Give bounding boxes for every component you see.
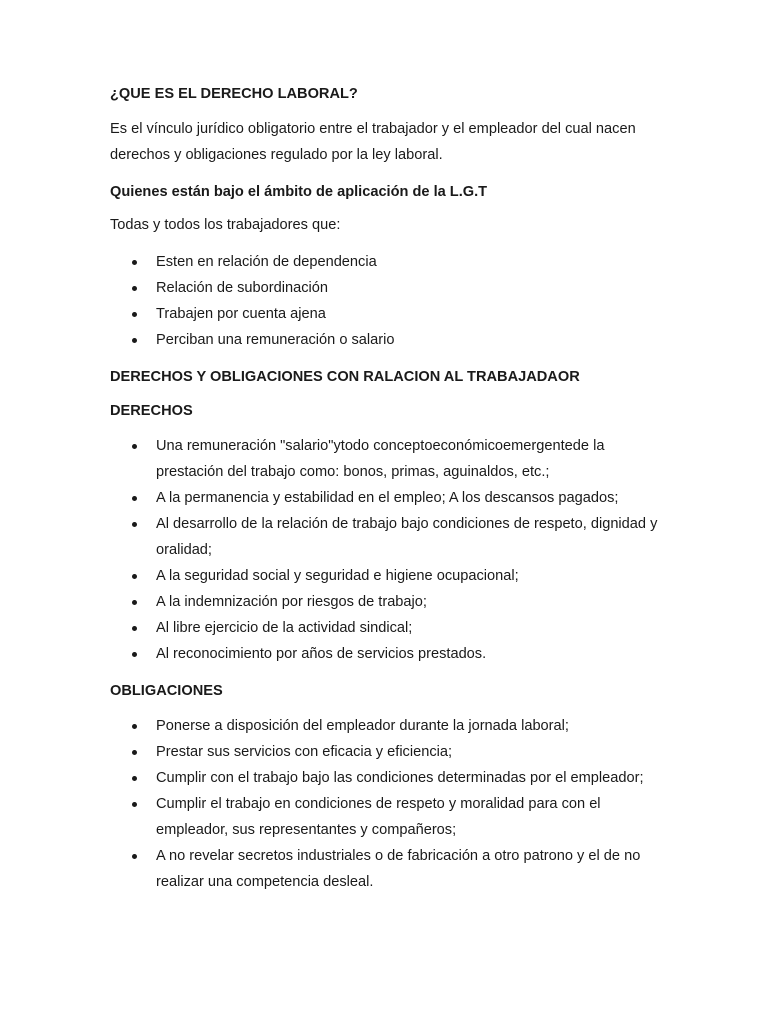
- bullet-icon: [132, 338, 137, 343]
- list-item: [110, 713, 670, 739]
- list-item-text: Al libre ejercicio de la actividad sindical;: [156, 620, 413, 636]
- document-page: [110, 84, 670, 895]
- bullet-icon: [132, 626, 137, 631]
- bullet-icon: [132, 750, 137, 755]
- list-item-text: A la seguridad social y seguridad e higiene ocupacional;: [156, 568, 519, 584]
- list-item: [110, 765, 670, 791]
- list-item: [110, 791, 670, 843]
- list-item: [110, 739, 670, 765]
- list-item-text: Cumplir con el trabajo bajo las condiciones determinadas por el empleador;: [156, 770, 644, 786]
- list-item: [110, 511, 670, 563]
- bullet-icon: [132, 802, 137, 807]
- list-item: [110, 641, 670, 667]
- scope-lead: Todas y todos los trabajadores que:: [110, 217, 341, 233]
- list-item-text: Esten en relación de dependencia: [156, 254, 377, 270]
- list-item-text: Al reconocimiento por años de servicios prestados.: [156, 646, 487, 662]
- list-item-text: Cumplir el trabajo en condiciones de respeto y moralidad para con el empleador, sus representantes y compañeros;: [156, 796, 601, 838]
- document-title: ¿QUE ES EL DERECHO LABORAL?: [110, 86, 358, 102]
- list-item-text: Ponerse a disposición del empleador durante la jornada laboral;: [156, 718, 569, 734]
- scope-heading: Quienes están bajo el ámbito de aplicación de la L.G.T: [110, 184, 488, 200]
- bullet-icon: [132, 854, 137, 859]
- obligations-heading: OBLIGACIONES: [110, 683, 223, 699]
- list-item: [110, 249, 670, 275]
- bullet-icon: [132, 574, 137, 579]
- bullet-icon: [132, 724, 137, 729]
- bullet-icon: [132, 260, 137, 265]
- list-item: [110, 275, 670, 301]
- list-item: [110, 615, 670, 641]
- list-item: [110, 301, 670, 327]
- list-item-text: A no revelar secretos industriales o de fabricación a otro patrono y el de no realizar una competencia desleal.: [156, 848, 641, 890]
- list-item: [110, 485, 670, 511]
- list-item: [110, 563, 670, 589]
- list-item-text: Relación de subordinación: [156, 280, 328, 296]
- list-item-text: Una remuneración "salario"ytodo conceptoeconómicoemergentede la prestación del trabajo como: bonos, primas, aguinaldos, etc.;: [156, 438, 605, 480]
- list-item: [110, 589, 670, 615]
- bullet-icon: [132, 444, 137, 449]
- obligations-list: [110, 713, 670, 895]
- rights-obligations-heading: DERECHOS Y OBLIGACIONES CON RALACION AL TRABAJADAOR: [110, 369, 580, 385]
- list-item-text: Trabajen por cuenta ajena: [156, 306, 326, 322]
- list-item-text: A la indemnización por riesgos de trabajo;: [156, 594, 427, 610]
- bullet-icon: [132, 496, 137, 501]
- list-item: [110, 433, 670, 485]
- bullet-icon: [132, 776, 137, 781]
- bullet-icon: [132, 312, 137, 317]
- list-item: [110, 327, 670, 353]
- list-item-text: Perciban una remuneración o salario: [156, 332, 395, 348]
- bullet-icon: [132, 286, 137, 291]
- scope-list: [110, 249, 670, 353]
- bullet-icon: [132, 652, 137, 657]
- bullet-icon: [132, 522, 137, 527]
- list-item-text: A la permanencia y estabilidad en el empleo; A los descansos pagados;: [156, 490, 619, 506]
- intro-paragraph: Es el vínculo jurídico obligatorio entre el trabajador y el empleador del cual nacen derechos y obligaciones regulado por la ley laboral.: [110, 121, 636, 163]
- rights-heading: DERECHOS: [110, 403, 193, 419]
- list-item-text: Prestar sus servicios con eficacia y eficiencia;: [156, 744, 453, 760]
- list-item-text: Al desarrollo de la relación de trabajo bajo condiciones de respeto, dignidad y oralidad;: [156, 516, 658, 558]
- bullet-icon: [132, 600, 137, 605]
- rights-list: [110, 433, 670, 667]
- list-item: [110, 843, 670, 895]
